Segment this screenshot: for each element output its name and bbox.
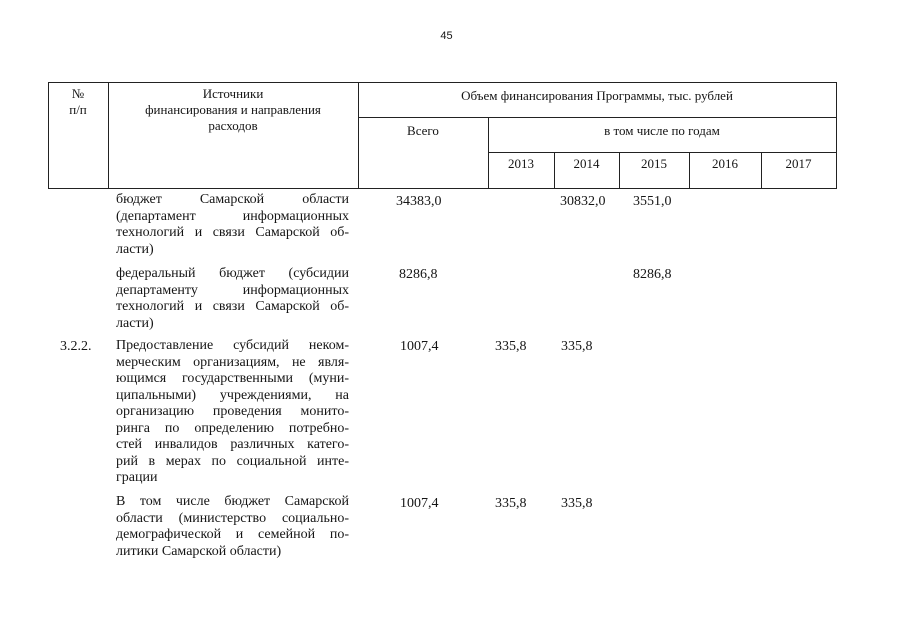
row-description-line: стей инвалидов различных катего- <box>116 437 349 452</box>
row-value-2013: 335,8 <box>495 339 527 354</box>
header-year-2013: 2013 <box>508 156 534 171</box>
row-description-line: мерческим организациям, не явля- <box>116 354 349 370</box>
header-years-divider <box>488 152 837 153</box>
header-col-source <box>108 86 358 134</box>
header-funding-divider <box>358 117 837 118</box>
header-col-by-years: в том числе по годам <box>604 123 720 138</box>
row-value-2013: 335,8 <box>495 496 527 511</box>
row-value-2015: 8286,8 <box>633 267 672 282</box>
row-description-line: ципальными) учреждениями, на <box>116 387 349 403</box>
row-description <box>116 338 349 487</box>
header-col-num-line1: № <box>71 86 85 101</box>
row-total: 1007,4 <box>400 496 439 511</box>
row-description <box>116 266 349 332</box>
header-col-source-line2: финансирования и направления <box>145 102 321 117</box>
row-description-line: демографической и семейной по- <box>116 527 349 542</box>
row-total: 34383,0 <box>396 194 442 209</box>
header-col-source-line1: Источники <box>202 86 264 101</box>
header-year-2015: 2015 <box>641 156 667 171</box>
row-total: 8286,8 <box>399 267 438 282</box>
header-col-funding: Объем финансирования Программы, тыс. рублей <box>461 88 733 103</box>
row-description-line: В том числе бюджет Самарской <box>116 494 349 509</box>
header-col-num <box>48 86 108 118</box>
header-bottom-border <box>48 188 837 189</box>
row-description-line: организацию проведения монито- <box>116 404 349 419</box>
row-description <box>116 192 349 258</box>
row-number: 3.2.2. <box>60 339 92 354</box>
row-description-line: бюджет Самарской области <box>116 192 349 207</box>
row-description-line: ласти) <box>116 241 154 257</box>
row-description-line: области (министерство социально- <box>116 510 349 526</box>
table-right-border <box>836 82 837 189</box>
row-description-line: рий в мерах по социальной инте- <box>116 453 349 469</box>
row-description-line: грации <box>116 470 158 485</box>
table-top-border <box>48 82 837 83</box>
row-description-line: ласти) <box>116 315 154 331</box>
header-year-2017: 2017 <box>785 156 812 171</box>
header-year-2016: 2016 <box>712 156 738 171</box>
row-description-line: федеральный бюджет (субсидии <box>116 266 349 281</box>
row-value-2014: 30832,0 <box>560 194 606 209</box>
row-description-line: Предоставление субсидий неком- <box>116 338 349 353</box>
row-description-line: литики Самарской области) <box>116 543 282 559</box>
row-description-line: департаменту информационных <box>116 282 349 298</box>
row-description-line: ринга по определению потребно- <box>116 420 349 436</box>
header-col-total: Всего <box>407 123 439 138</box>
row-description <box>116 494 349 560</box>
row-description-line: технологий и связи Самарской об- <box>116 225 349 240</box>
row-value-2014: 335,8 <box>561 339 593 354</box>
row-description-line: (департамент информационных <box>116 208 349 224</box>
row-value-2015: 3551,0 <box>633 194 672 209</box>
header-col-source-line3: расходов <box>208 118 258 133</box>
row-description-line: ющимся государственными (муни- <box>116 371 349 386</box>
header-year-2014: 2014 <box>573 156 600 171</box>
page-number: 45 <box>440 30 453 42</box>
row-value-2014: 335,8 <box>561 496 593 511</box>
row-total: 1007,4 <box>400 339 439 354</box>
header-col-num-line2: п/п <box>69 102 87 117</box>
row-description-line: технологий и связи Самарской об- <box>116 299 349 314</box>
